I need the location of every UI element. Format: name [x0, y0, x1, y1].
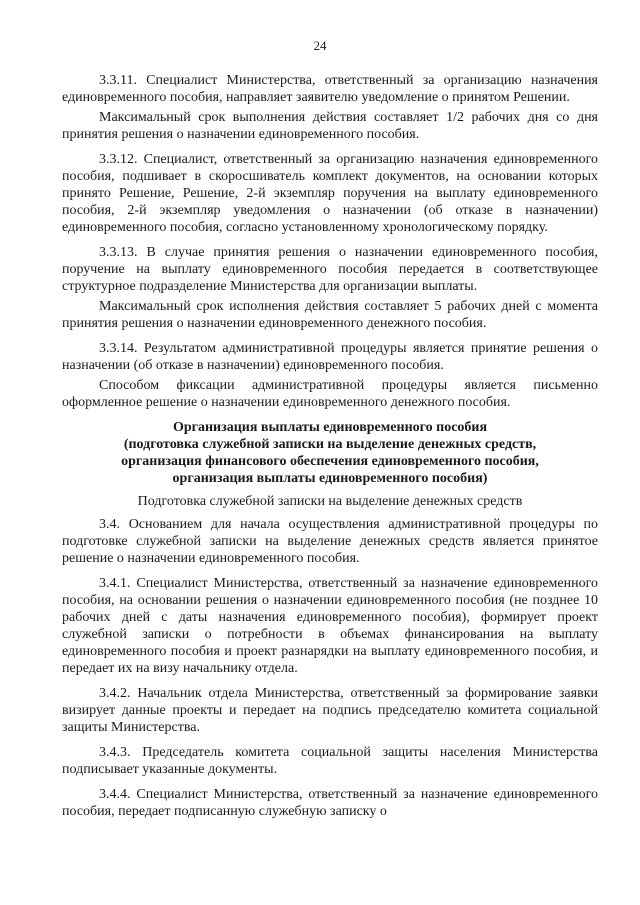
heading-line: организация выплаты единовременного пособия): [172, 471, 488, 486]
heading-line: Организация выплаты единовременного пособия: [172, 420, 488, 435]
paragraph-3-3-13: 3.3.13. В случае принятия решения о назначении единовременного пособия, поручение на выплату единовременного пособия передается в соответствующее структурное подразделение Министерства для организации выплаты.: [62, 245, 598, 294]
paragraph-deadline-1: Максимальный срок выполнения действия составляет 1/2 рабочих дня со дня принятия решения о назначении единовременного пособия.: [62, 110, 598, 142]
paragraph-3-3-11: 3.3.11. Специалист Министерства, ответственный за организацию назначения единовременного пособия, направляет заявителю уведомление о принятом Решении.: [62, 73, 598, 105]
paragraph-3-4-1: 3.4.1. Специалист Министерства, ответственный за назначение единовременного пособия, на основании решения о назначении единовременного пособия (не позднее 10 рабочих дней с даты назначения единовременного пособия), формирует проект служебной записки о потребности в объемах финансирования на выплату единовременного пособия и проект разнарядки на выплату единовременного пособия, и передает их на визу начальнику отдела.: [62, 576, 598, 676]
paragraph-3-4-3: 3.4.3. Председатель комитета социальной защиты населения Министерства подписывает указанные документы.: [62, 745, 598, 777]
paragraph-3-4: 3.4. Основанием для начала осуществления административной процедуры по подготовке служебной записки на выделение денежных средств является принятое решение о назначении единовременного пособия.: [62, 517, 598, 566]
document-body: [62, 72, 598, 820]
heading-line: организация финансового обеспечения единовременного пособия,: [121, 454, 539, 469]
paragraph-3-3-14: 3.3.14. Результатом административной процедуры является принятие решения о назначении (об отказе в назначении) единовременного пособия.: [62, 341, 598, 373]
paragraph-3-3-12: 3.3.12. Специалист, ответственный за организацию назначения единовременного пособия, подшивает в скоросшиватель комплект документов, на основании которых принято Решение, Решение, 2-й экземпляр поручения на выплату единовременного пособия, 2-й экземпляр уведомления о назначении (об отказе в назначении) единовременного пособия, согласно установленному хронологическому порядку.: [62, 152, 598, 235]
heading-line: (подготовка служебной записки на выделение денежных средств,: [123, 437, 537, 452]
paragraph-deadline-2: Максимальный срок исполнения действия составляет 5 рабочих дней с момента принятия решения о назначении единовременного денежного пособия.: [62, 299, 598, 331]
page-number: 24: [313, 38, 327, 53]
subsection-heading: Подготовка служебной записки на выделение денежных средств: [137, 494, 523, 509]
paragraph-fixation: Способом фиксации административной процедуры является письменно оформленное решение о назначении единовременного денежного пособия.: [62, 378, 598, 410]
paragraph-3-4-4: 3.4.4. Специалист Министерства, ответственный за назначение единовременного пособия, передает подписанную служебную записку о: [62, 787, 598, 819]
paragraph-3-4-2: 3.4.2. Начальник отдела Министерства, ответственный за формирование заявки визирует данные проекты и передает на подпись председателю комитета социальной защиты Министерства.: [62, 686, 598, 735]
section-heading: [62, 419, 598, 487]
